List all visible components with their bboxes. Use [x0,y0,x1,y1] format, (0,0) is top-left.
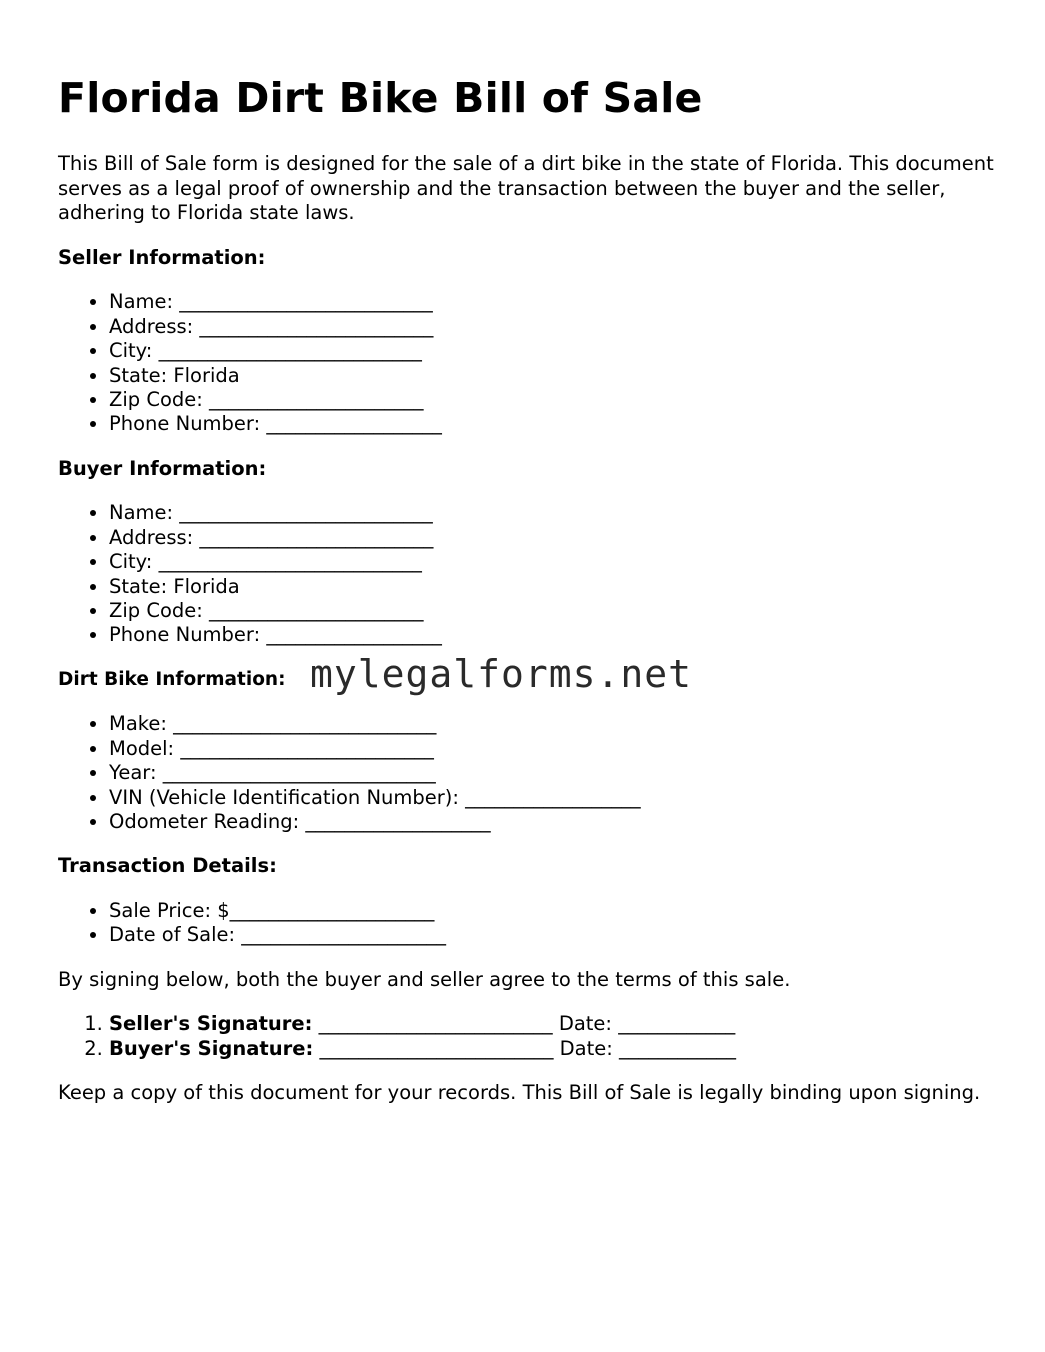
buyer-name-item: • Name: __________________________ [109,501,998,525]
bike-make-item: • Make: ___________________________ [109,712,998,736]
buyer-phone-item: • Phone Number: __________________ [109,623,998,647]
bike-list [58,712,998,834]
document-page [58,72,998,1106]
seller-list [58,290,998,436]
buyer-zip-item: • Zip Code: ______________________ [109,599,998,623]
bike-model-item: • Model: __________________________ [109,737,998,761]
buyer-list [58,501,998,647]
sale-date-item: • Date of Sale: _____________________ [109,923,998,947]
seller-state-item: • State: Florida [109,364,998,388]
seller-name-item: • Name: __________________________ [109,290,998,314]
seller-zip-item: • Zip Code: ______________________ [109,388,998,412]
buyer-address-item: • Address: ________________________ [109,526,998,550]
seller-heading: Seller Information: [58,245,266,269]
seller-signature-line: ________________________ Date: ____________ [312,1012,736,1036]
seller-signature-item [109,1012,998,1036]
buyer-state-item: • State: Florida [109,575,998,599]
buyer-signature-label: Buyer's Signature: [109,1036,314,1060]
closing-paragraph: Keep a copy of this document for your records. This Bill of Sale is legally binding upon signing. [58,1081,981,1105]
seller-city-item: • City: ___________________________ [109,339,998,363]
signature-list [58,1012,998,1061]
agreement-paragraph: By signing below, both the buyer and seller agree to the terms of this sale. [58,967,791,991]
transaction-heading: Transaction Details: [58,854,277,878]
intro-paragraph: This Bill of Sale form is designed for the sale of a dirt bike in the state of Florida. This document serves as a legal proof of ownership and the transaction between the buyer and the seller, adhering to Florida state laws. [58,152,994,225]
bike-year-item: • Year: ____________________________ [109,761,998,785]
bike-odometer-item: • Odometer Reading: ___________________ [109,810,998,834]
document-title: Florida Dirt Bike Bill of Sale [58,74,703,122]
seller-phone-item: • Phone Number: __________________ [109,412,998,436]
bike-vin-item: • VIN (Vehicle Identification Number): __________________ [109,786,998,810]
watermark-text: mylegalforms.net [310,651,693,696]
transaction-list [58,899,998,948]
sale-price-item: • Sale Price: $_____________________ [109,899,998,923]
bike-heading: Dirt Bike Information: [58,668,286,690]
bike-heading-row [58,651,998,696]
buyer-heading: Buyer Information: [58,456,267,480]
buyer-signature-line: ________________________ Date: ____________ [313,1036,737,1060]
seller-address-item: • Address: ________________________ [109,315,998,339]
buyer-signature-item [109,1037,998,1061]
seller-signature-label: Seller's Signature: [109,1012,313,1036]
buyer-city-item: • City: ___________________________ [109,550,998,574]
